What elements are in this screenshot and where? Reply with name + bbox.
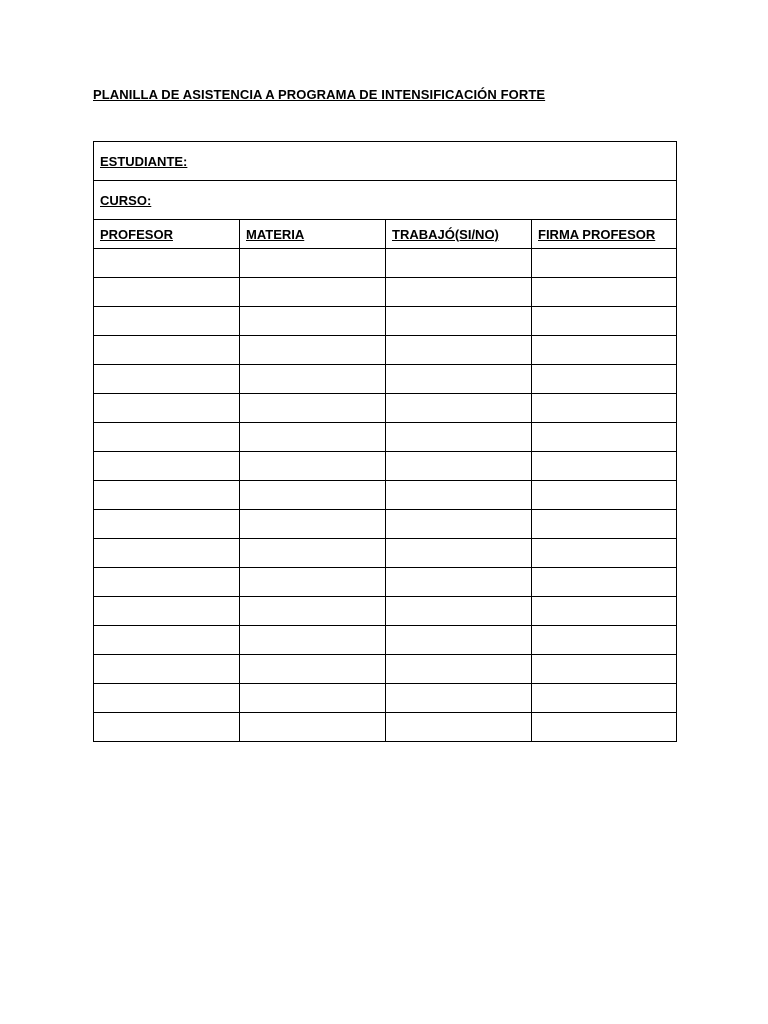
cell-firma-profesor[interactable] bbox=[532, 626, 677, 655]
cell-firma-profesor[interactable] bbox=[532, 655, 677, 684]
column-header-trabajo: TRABAJÓ(SI/NO) bbox=[386, 220, 532, 249]
table-row bbox=[94, 249, 677, 278]
column-header-profesor: PROFESOR bbox=[94, 220, 240, 249]
cell-trabajo[interactable] bbox=[386, 249, 532, 278]
cell-profesor[interactable] bbox=[94, 481, 240, 510]
cell-profesor[interactable] bbox=[94, 278, 240, 307]
cell-trabajo[interactable] bbox=[386, 713, 532, 742]
cell-profesor[interactable] bbox=[94, 568, 240, 597]
column-header-materia: MATERIA bbox=[240, 220, 386, 249]
cell-materia[interactable] bbox=[240, 394, 386, 423]
cell-trabajo[interactable] bbox=[386, 336, 532, 365]
cell-firma-profesor[interactable] bbox=[532, 394, 677, 423]
table-row bbox=[94, 597, 677, 626]
cell-materia[interactable] bbox=[240, 510, 386, 539]
table-row bbox=[94, 336, 677, 365]
cell-firma-profesor[interactable] bbox=[532, 713, 677, 742]
cell-firma-profesor[interactable] bbox=[532, 423, 677, 452]
cell-trabajo[interactable] bbox=[386, 394, 532, 423]
cell-materia[interactable] bbox=[240, 249, 386, 278]
cell-materia[interactable] bbox=[240, 626, 386, 655]
cell-trabajo[interactable] bbox=[386, 278, 532, 307]
table-row bbox=[94, 452, 677, 481]
cell-profesor[interactable] bbox=[94, 713, 240, 742]
table-row bbox=[94, 278, 677, 307]
column-header-firma-profesor: FIRMA PROFESOR bbox=[532, 220, 677, 249]
cell-firma-profesor[interactable] bbox=[532, 597, 677, 626]
cell-firma-profesor[interactable] bbox=[532, 336, 677, 365]
cell-firma-profesor[interactable] bbox=[532, 307, 677, 336]
table-row bbox=[94, 394, 677, 423]
cell-profesor[interactable] bbox=[94, 452, 240, 481]
cell-materia[interactable] bbox=[240, 539, 386, 568]
cell-materia[interactable] bbox=[240, 423, 386, 452]
cell-trabajo[interactable] bbox=[386, 655, 532, 684]
table-row bbox=[94, 510, 677, 539]
table-row bbox=[94, 423, 677, 452]
cell-firma-profesor[interactable] bbox=[532, 510, 677, 539]
table-row bbox=[94, 539, 677, 568]
cell-firma-profesor[interactable] bbox=[532, 481, 677, 510]
cell-materia[interactable] bbox=[240, 307, 386, 336]
student-cell[interactable] bbox=[94, 142, 677, 181]
table-row bbox=[94, 481, 677, 510]
cell-trabajo[interactable] bbox=[386, 307, 532, 336]
table-row bbox=[94, 365, 677, 394]
cell-trabajo[interactable] bbox=[386, 684, 532, 713]
cell-materia[interactable] bbox=[240, 597, 386, 626]
cell-materia[interactable] bbox=[240, 568, 386, 597]
cell-profesor[interactable] bbox=[94, 249, 240, 278]
student-label: ESTUDIANTE: bbox=[100, 153, 188, 169]
course-row bbox=[94, 181, 677, 220]
cell-trabajo[interactable] bbox=[386, 539, 532, 568]
cell-materia[interactable] bbox=[240, 481, 386, 510]
table-row bbox=[94, 655, 677, 684]
cell-profesor[interactable] bbox=[94, 597, 240, 626]
column-header-row bbox=[94, 220, 677, 249]
cell-materia[interactable] bbox=[240, 655, 386, 684]
table-row bbox=[94, 568, 677, 597]
cell-profesor[interactable] bbox=[94, 307, 240, 336]
cell-materia[interactable] bbox=[240, 452, 386, 481]
cell-firma-profesor[interactable] bbox=[532, 539, 677, 568]
cell-firma-profesor[interactable] bbox=[532, 278, 677, 307]
cell-materia[interactable] bbox=[240, 713, 386, 742]
course-label: CURSO: bbox=[100, 192, 152, 208]
cell-trabajo[interactable] bbox=[386, 423, 532, 452]
cell-firma-profesor[interactable] bbox=[532, 249, 677, 278]
course-cell[interactable] bbox=[94, 181, 677, 220]
table-row bbox=[94, 307, 677, 336]
cell-profesor[interactable] bbox=[94, 365, 240, 394]
cell-firma-profesor[interactable] bbox=[532, 452, 677, 481]
cell-trabajo[interactable] bbox=[386, 365, 532, 394]
cell-profesor[interactable] bbox=[94, 394, 240, 423]
cell-trabajo[interactable] bbox=[386, 626, 532, 655]
cell-trabajo[interactable] bbox=[386, 481, 532, 510]
cell-profesor[interactable] bbox=[94, 423, 240, 452]
cell-profesor[interactable] bbox=[94, 684, 240, 713]
cell-trabajo[interactable] bbox=[386, 452, 532, 481]
table-row bbox=[94, 626, 677, 655]
cell-trabajo[interactable] bbox=[386, 568, 532, 597]
cell-firma-profesor[interactable] bbox=[532, 684, 677, 713]
table-row bbox=[94, 713, 677, 742]
cell-trabajo[interactable] bbox=[386, 510, 532, 539]
cell-trabajo[interactable] bbox=[386, 597, 532, 626]
cell-profesor[interactable] bbox=[94, 655, 240, 684]
table-row bbox=[94, 684, 677, 713]
cell-materia[interactable] bbox=[240, 365, 386, 394]
cell-materia[interactable] bbox=[240, 336, 386, 365]
cell-materia[interactable] bbox=[240, 278, 386, 307]
cell-profesor[interactable] bbox=[94, 510, 240, 539]
cell-profesor[interactable] bbox=[94, 539, 240, 568]
student-row bbox=[94, 142, 677, 181]
cell-profesor[interactable] bbox=[94, 626, 240, 655]
document-title: PLANILLA DE ASISTENCIA A PROGRAMA DE INTENSIFICACIÓN FORTE bbox=[93, 87, 546, 102]
cell-firma-profesor[interactable] bbox=[532, 365, 677, 394]
cell-materia[interactable] bbox=[240, 684, 386, 713]
cell-firma-profesor[interactable] bbox=[532, 568, 677, 597]
cell-profesor[interactable] bbox=[94, 336, 240, 365]
attendance-table bbox=[93, 141, 677, 742]
